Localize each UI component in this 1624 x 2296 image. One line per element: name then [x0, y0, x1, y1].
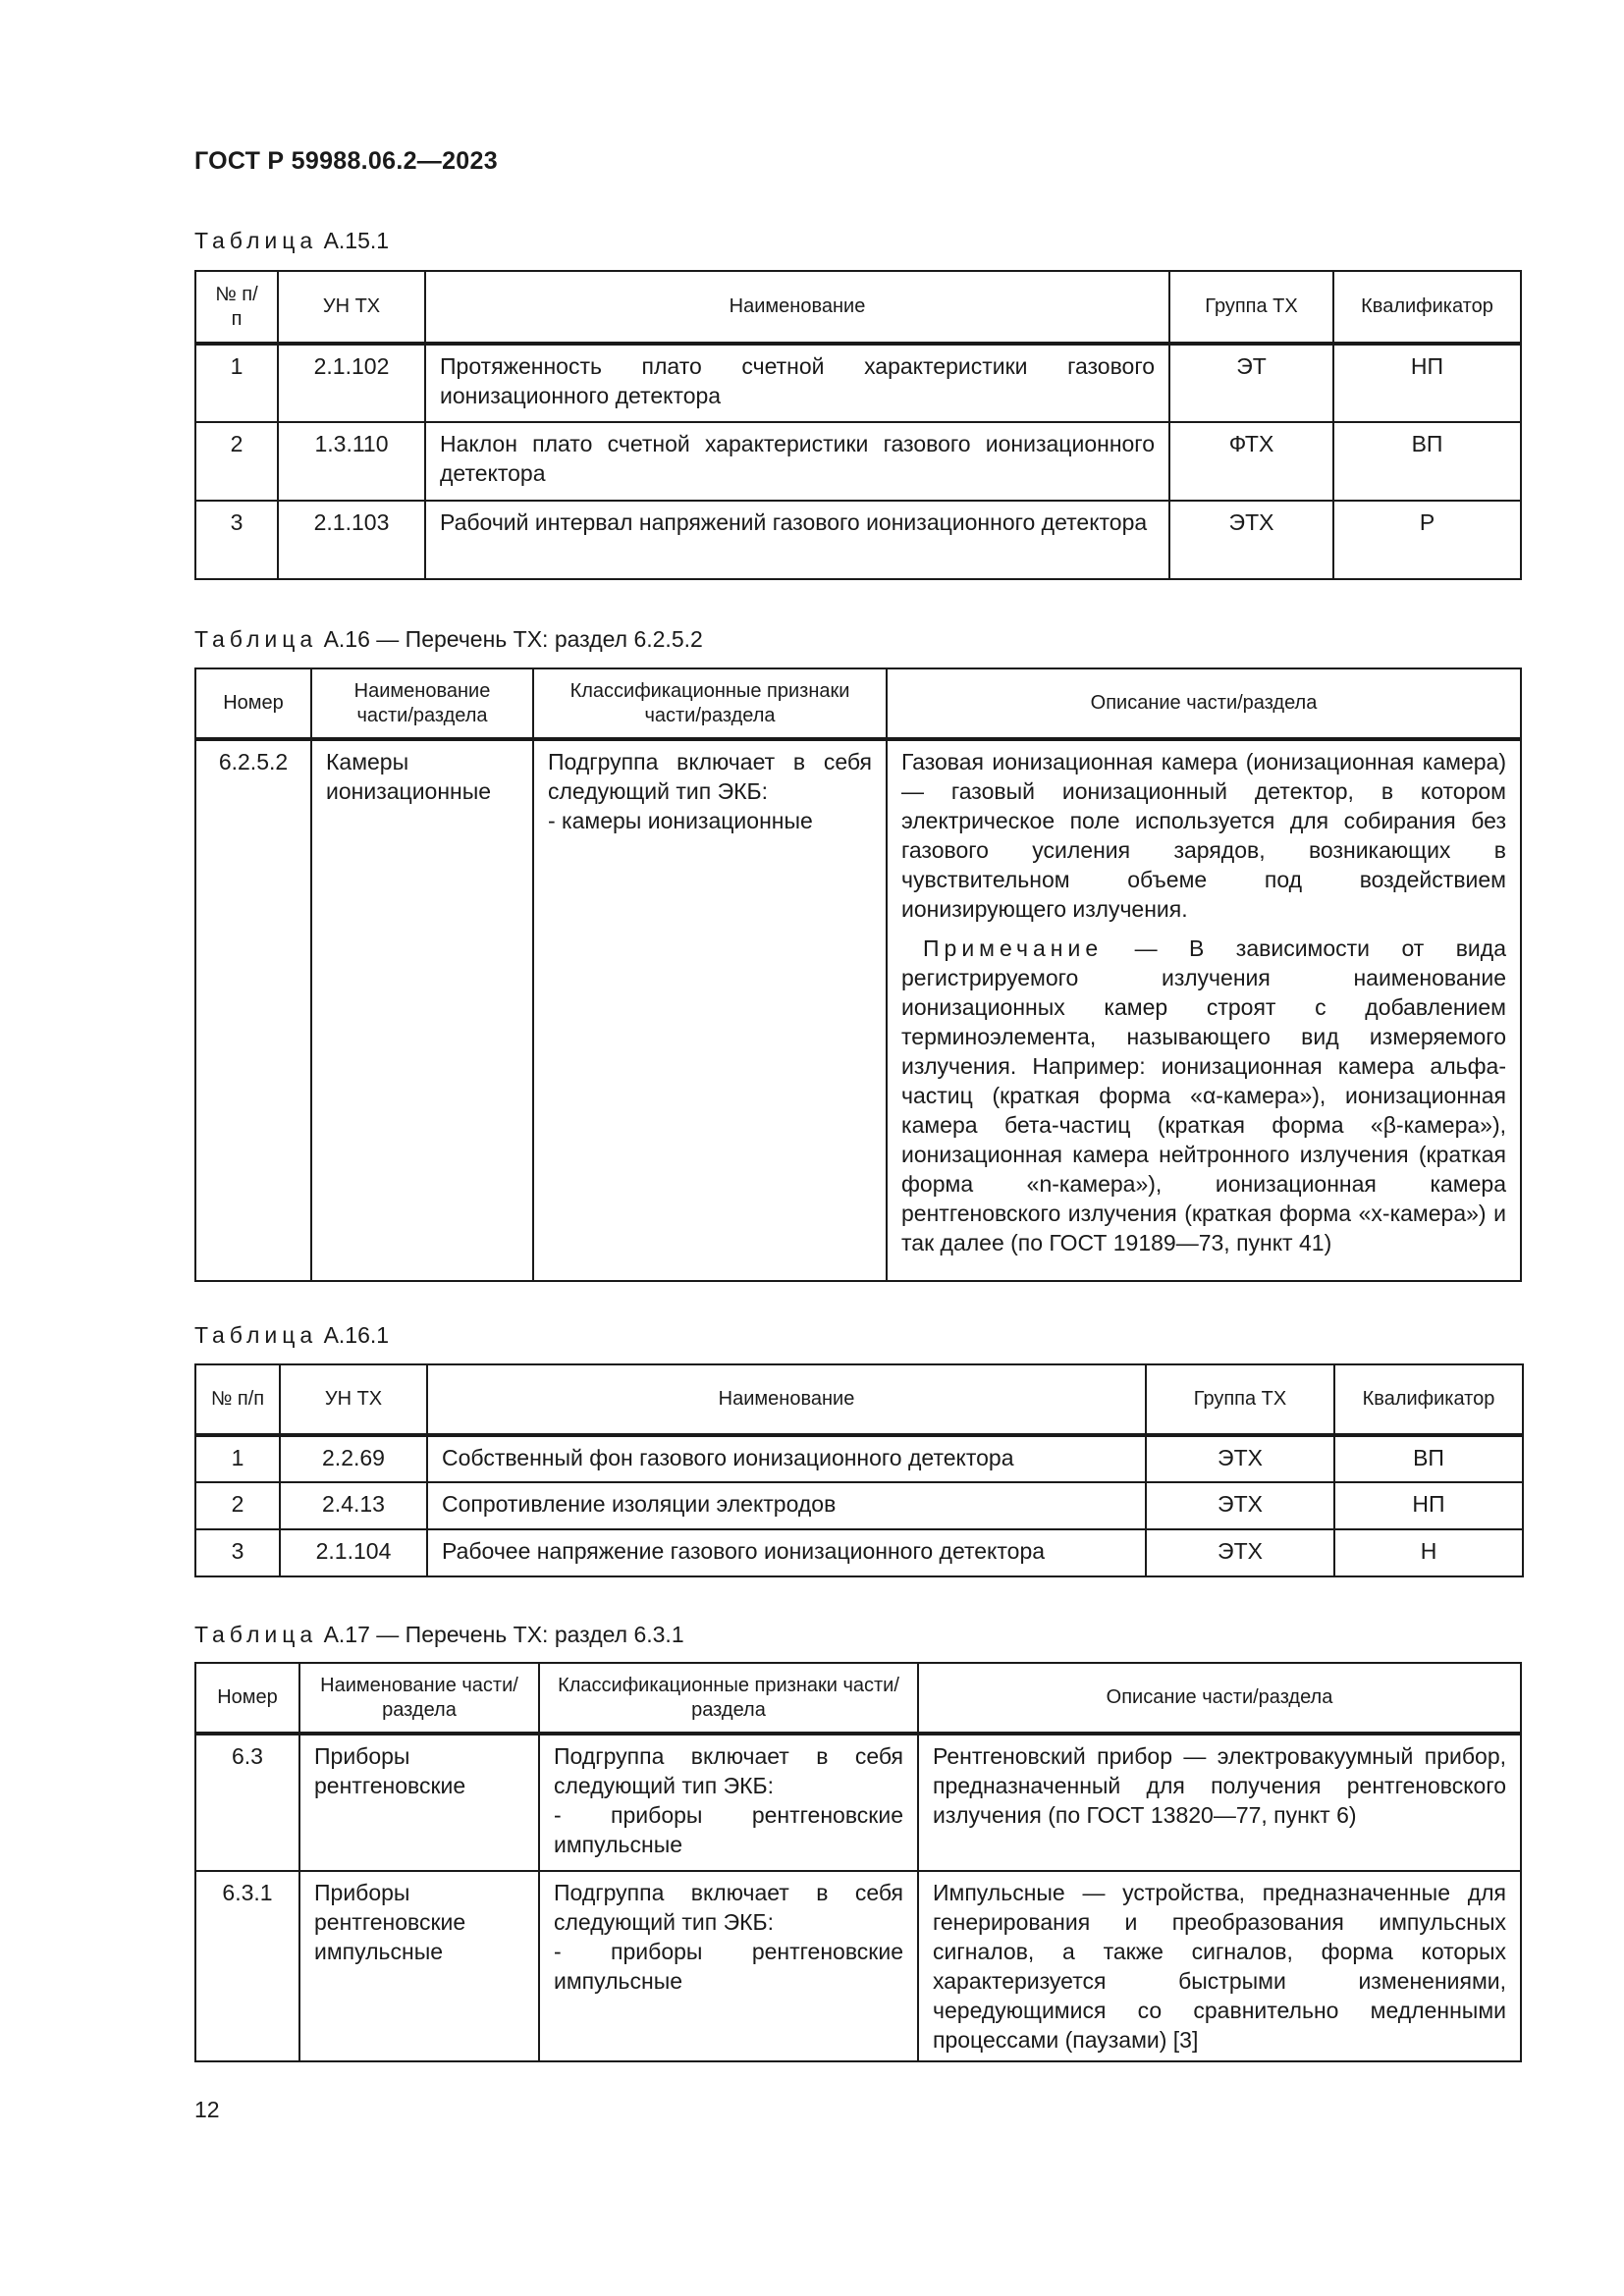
row-code: 1.3.110	[278, 422, 425, 501]
table-a15-1	[194, 270, 1522, 580]
header-num: № п/п	[195, 1364, 280, 1435]
row-code: 2.1.102	[278, 344, 425, 422]
row-qualifier: НП	[1333, 344, 1521, 422]
header-classification: Классификационные признаки части/раздела	[533, 668, 887, 739]
table-row	[195, 1529, 1523, 1576]
table-a16	[194, 667, 1522, 1282]
table-row	[195, 422, 1521, 501]
row-name: Сопротивление изоляции электродов	[427, 1482, 1146, 1529]
table-row	[195, 1482, 1523, 1529]
header-qualifier: Квалификатор	[1334, 1364, 1523, 1435]
caption-word: Таблица	[194, 1622, 318, 1647]
row-num: 1	[195, 344, 278, 422]
document-header: ГОСТ Р 59988.06.2—2023	[194, 147, 498, 175]
row-part-name: Приборы рентгеновские	[299, 1734, 539, 1871]
header-description: Описание части/раздела	[887, 668, 1521, 739]
row-code: 2.2.69	[280, 1435, 427, 1482]
table-a16-caption	[194, 626, 703, 653]
note	[901, 934, 1506, 1257]
row-num: 1	[195, 1435, 280, 1482]
header-group: Группа ТХ	[1169, 271, 1333, 344]
table-row	[195, 739, 1521, 1281]
row-qualifier: НП	[1334, 1482, 1523, 1529]
header-code: УН ТХ	[280, 1364, 427, 1435]
row-classification	[539, 1734, 918, 1871]
header-part-name: Наименование части/раздела	[311, 668, 533, 739]
note-label: Примечание	[923, 935, 1104, 961]
table-row	[195, 1871, 1521, 2061]
caption-text: А.16 — Перечень ТХ: раздел 6.2.5.2	[323, 626, 703, 652]
header-name: Наименование	[427, 1364, 1146, 1435]
classification-text: Подгруппа включает в себя следующий тип ЭКБ:	[554, 1880, 903, 1935]
row-group: ЭТХ	[1146, 1529, 1334, 1576]
caption-text: А.16.1	[323, 1322, 390, 1348]
row-description	[887, 739, 1521, 1281]
caption-word: Таблица	[194, 1322, 318, 1348]
table-a16-1	[194, 1363, 1524, 1577]
row-group: ЭТ	[1169, 344, 1333, 422]
header-group: Группа ТХ	[1146, 1364, 1334, 1435]
row-part-name: Приборы рентгеновские импульсные	[299, 1871, 539, 2061]
row-qualifier: Н	[1334, 1529, 1523, 1576]
classification-item: - приборы рентгеновские импульсные	[554, 1802, 903, 1857]
row-name: Собственный фон газового ионизационного детектора	[427, 1435, 1146, 1482]
row-name: Протяженность плато счетной характеристики газового ионизационного детектора	[425, 344, 1169, 422]
table-a16-1-caption	[194, 1322, 389, 1349]
header-description: Описание части/раздела	[918, 1663, 1521, 1734]
caption-text: А.17 — Перечень ТХ: раздел 6.3.1	[323, 1622, 684, 1647]
table-a17-caption	[194, 1622, 684, 1648]
row-number: 6.3.1	[195, 1871, 299, 2061]
table-row	[195, 1734, 1521, 1871]
table-row	[195, 501, 1521, 579]
header-number: Номер	[195, 1663, 299, 1734]
row-number: 6.2.5.2	[195, 739, 311, 1281]
classification-text: Подгруппа включает в себя следующий тип ЭКБ:	[548, 749, 872, 804]
row-code: 2.4.13	[280, 1482, 427, 1529]
table-a17	[194, 1662, 1522, 2062]
header-classification: Классификационные признаки части/раздела	[539, 1663, 918, 1734]
row-code: 2.1.104	[280, 1529, 427, 1576]
classification-item: - камеры ионизационные	[548, 808, 813, 833]
header-code: УН ТХ	[278, 271, 425, 344]
row-group: ЭТХ	[1146, 1482, 1334, 1529]
row-number: 6.3	[195, 1734, 299, 1871]
table-a15-1-caption	[194, 228, 389, 254]
classification-item: - приборы рентгеновские импульсные	[554, 1939, 903, 1994]
row-num: 3	[195, 501, 278, 579]
row-num: 3	[195, 1529, 280, 1576]
note-text: — В зависимости от вида регистрируемого излучения наименование ионизационных камер строят с добавлением терминоэлемента, называющего вид измеряемого излучения. Например: ионизационная камера альфа-частиц (краткая форма «α-камера»), ионизационная камера бета-частиц (краткая форма «β-камера»), ионизационная камера нейтронного излучения (краткая форма «n-камера»), ионизационная камера рентгеновского излучения (краткая форма «х-камера») и так далее (по ГОСТ 19189—73, пункт 41)	[901, 935, 1506, 1255]
caption-text: А.15.1	[323, 228, 390, 253]
row-qualifier: ВП	[1334, 1435, 1523, 1482]
row-qualifier: ВП	[1333, 422, 1521, 501]
row-num: 2	[195, 422, 278, 501]
row-group: ЭТХ	[1169, 501, 1333, 579]
row-code: 2.1.103	[278, 501, 425, 579]
row-name: Наклон плато счетной характеристики газового ионизационного детектора	[425, 422, 1169, 501]
table-row	[195, 344, 1521, 422]
row-part-name: Камеры ионизационные	[311, 739, 533, 1281]
header-name: Наименование	[425, 271, 1169, 344]
header-qualifier: Квалификатор	[1333, 271, 1521, 344]
row-name: Рабочий интервал напряжений газового ионизационного детектора	[425, 501, 1169, 579]
header-part-name: Наименование части/раздела	[299, 1663, 539, 1734]
row-group: ФТХ	[1169, 422, 1333, 501]
row-qualifier: Р	[1333, 501, 1521, 579]
row-classification	[539, 1871, 918, 2061]
row-group: ЭТХ	[1146, 1435, 1334, 1482]
row-name: Рабочее напряжение газового ионизационного детектора	[427, 1529, 1146, 1576]
caption-word: Таблица	[194, 228, 318, 253]
header-number: Номер	[195, 668, 311, 739]
classification-text: Подгруппа включает в себя следующий тип ЭКБ:	[554, 1743, 903, 1798]
table-row	[195, 1435, 1523, 1482]
caption-word: Таблица	[194, 626, 318, 652]
description-text: Газовая ионизационная камера (ионизационная камера) — газовый ионизационный детектор, в котором электрическое поле используется для собирания без газового усиления зарядов, возникающих в чувствительном объеме под воздействием ионизирующего излучения.	[901, 749, 1506, 922]
row-description: Рентгеновский прибор — электровакуумный прибор, предназначенный для получения рентгеновского излучения (по ГОСТ 13820—77, пункт 6)	[918, 1734, 1521, 1871]
row-num: 2	[195, 1482, 280, 1529]
page-number: 12	[194, 2097, 220, 2122]
row-description: Импульсные — устройства, предназначенные для генерирования и преобразования импульсных сигналов, а также сигналов, форма которых характеризуется быстрыми изменениями, чередующимися со сравнительно медленными процессами (паузами) [3]	[918, 1871, 1521, 2061]
row-classification	[533, 739, 887, 1281]
header-num: № п/п	[195, 271, 278, 344]
